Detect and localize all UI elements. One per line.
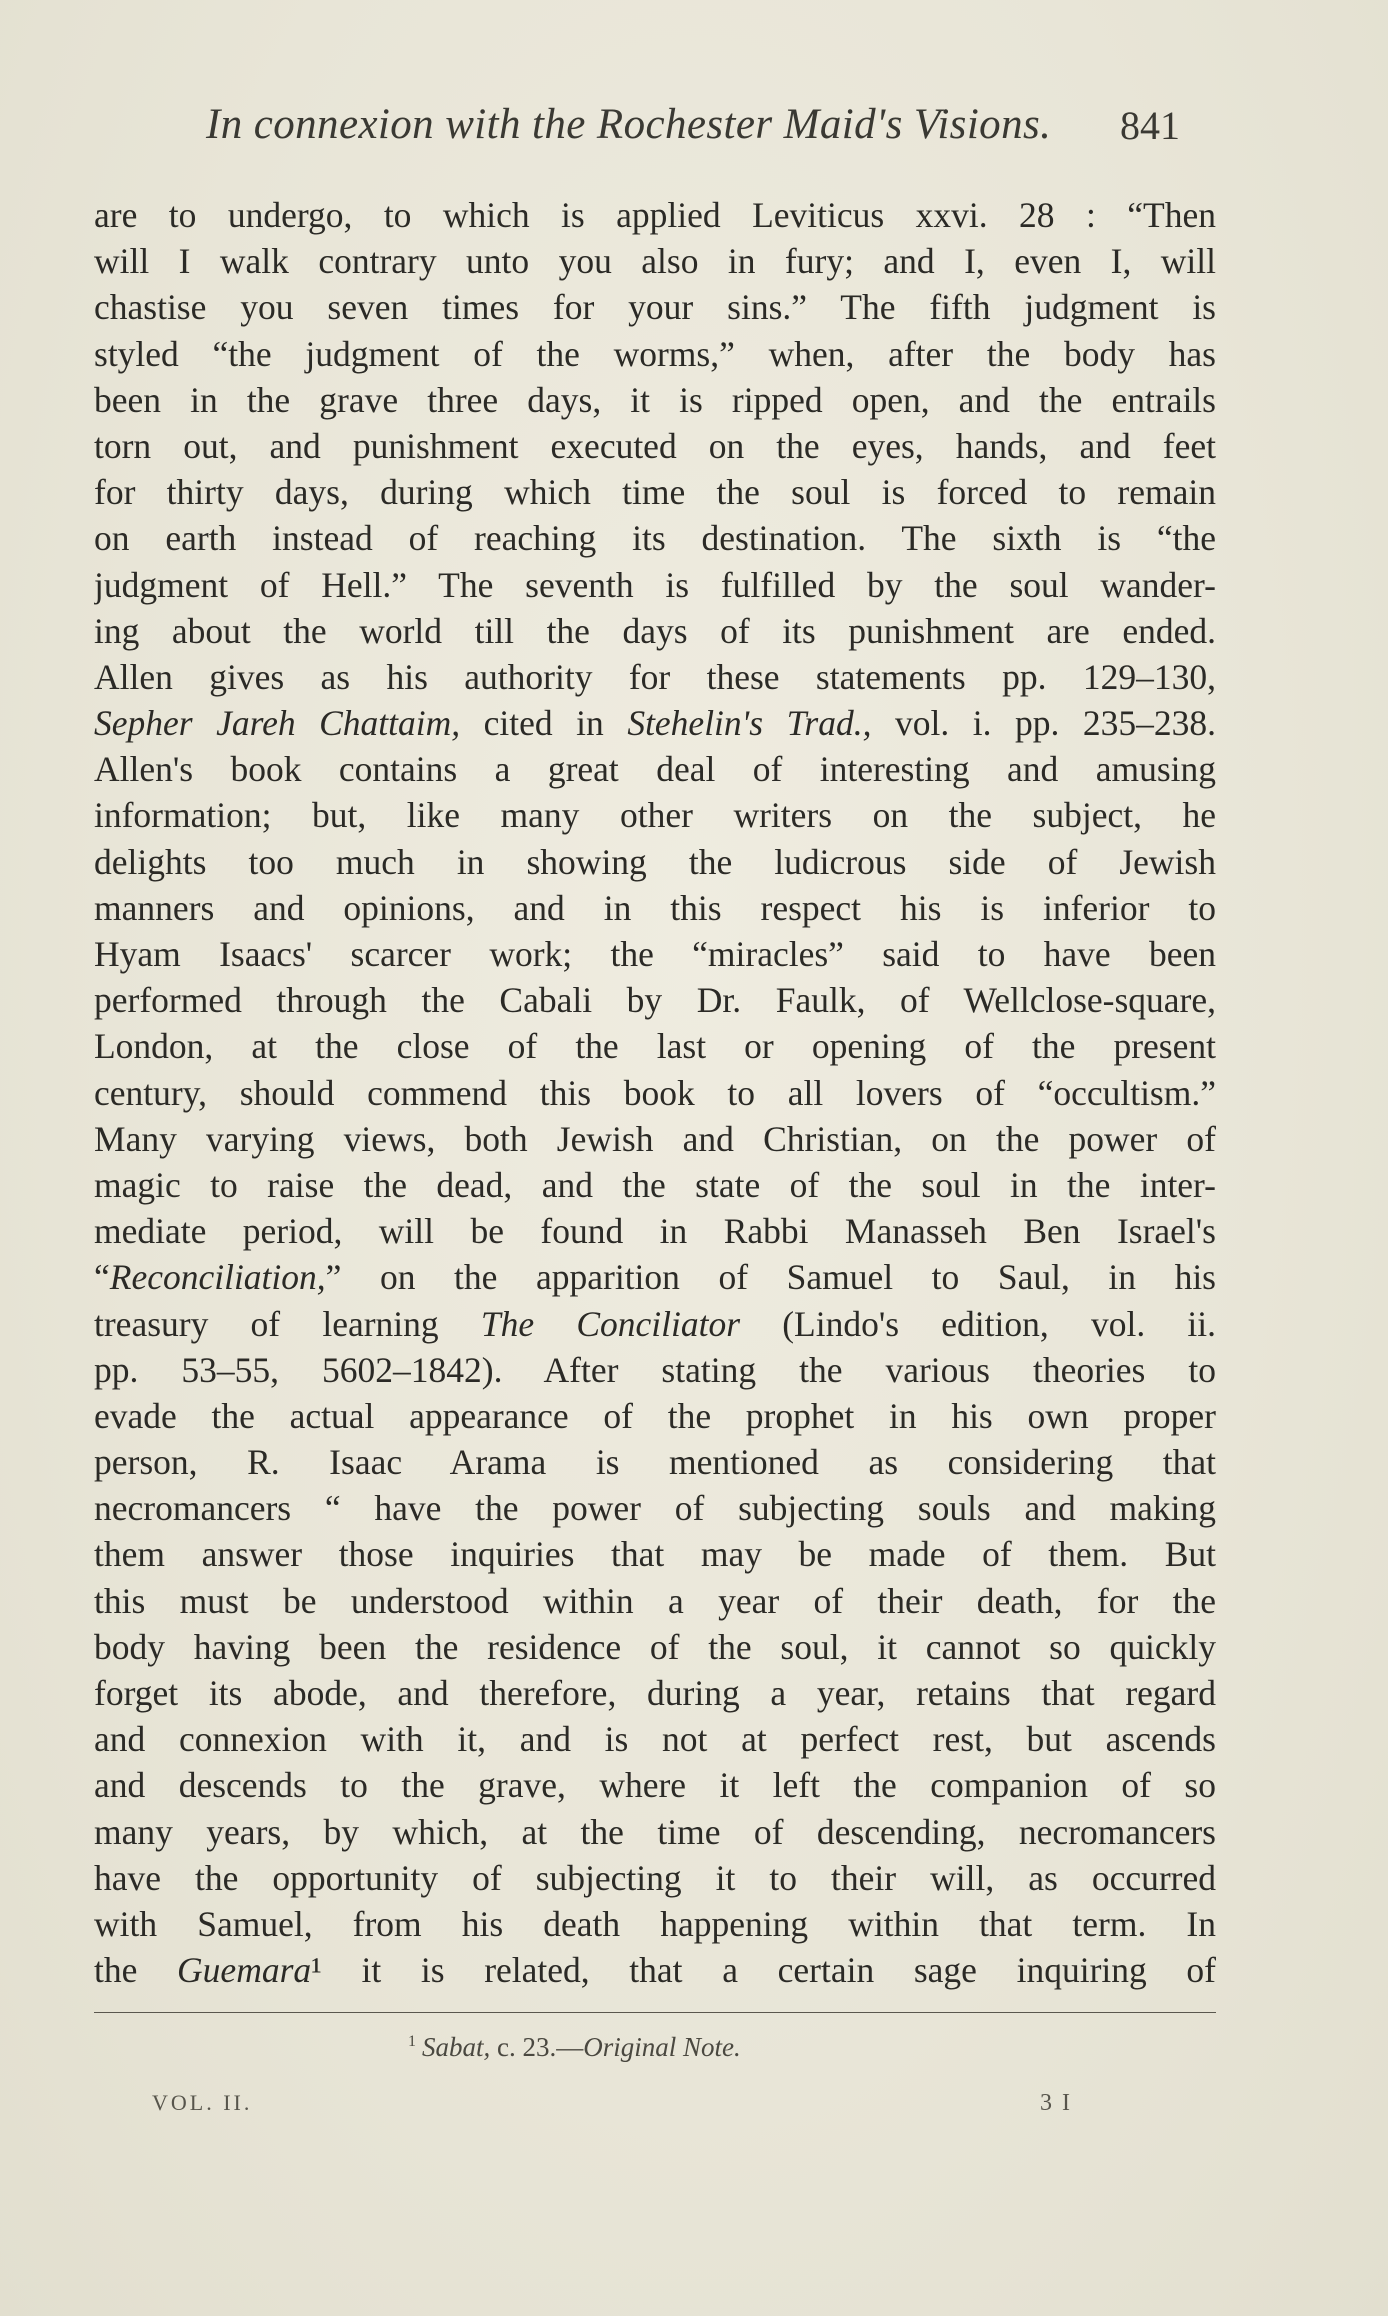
running-title: In connexion with the Rochester Maid's Visions. <box>206 101 1052 148</box>
line-text: evade the actual appearance of the prophet in his own proper <box>94 1395 1216 1436</box>
line-text: delights too much in showing the ludicrous side of Jewish <box>94 841 1216 882</box>
line-text: Many varying views, both Jewish and Christian, on the power of <box>94 1118 1216 1159</box>
line-text: have the opportunity of subjecting it to their will, as occurred <box>94 1857 1216 1898</box>
footnote-source-rest: c. 23.— <box>490 2031 584 2062</box>
text-line <box>94 331 1216 377</box>
line-text: on earth instead of reaching its destination. The sixth is “the <box>94 518 1216 559</box>
text-line <box>94 1809 1216 1855</box>
body-text <box>94 192 1216 1993</box>
footnote-source: Sabat, <box>422 2031 491 2062</box>
line-text: and connexion with it, and is not at perfect rest, but ascends <box>94 1719 1216 1760</box>
text-line <box>94 1670 1216 1716</box>
line-text: information; but, like many other writers on the subject, he <box>94 795 1216 836</box>
text-line <box>94 746 1216 792</box>
text-line <box>94 1947 1216 1993</box>
text-line <box>94 885 1216 931</box>
line-text: ” on the apparition of Samuel to Saul, in his <box>325 1257 1216 1298</box>
line-text: forget its abode, and therefore, during a year, retains that regard <box>94 1673 1216 1713</box>
line-text: styled “the judgment of the worms,” when, after the body has <box>94 333 1216 374</box>
footnote-rule <box>94 2012 1216 2013</box>
text-line <box>94 1116 1216 1162</box>
text-line <box>94 1393 1216 1439</box>
text-line <box>94 562 1216 608</box>
line-text: ¹ it is related, that a certain sage inquiring of <box>311 1950 1216 1991</box>
line-text: manners and opinions, and in this respect his is inferior to <box>94 887 1216 928</box>
text-line <box>94 1162 1216 1208</box>
text-line <box>94 977 1216 1023</box>
line-text: person, R. Isaac Arama is mentioned as considering that <box>94 1442 1216 1483</box>
line-text: body having been the residence of the soul, it cannot so quickly <box>94 1626 1216 1667</box>
text-line <box>94 1301 1216 1347</box>
page-number: 841 <box>1120 103 1180 148</box>
text-line <box>94 1023 1216 1069</box>
italic-title: The Conciliator <box>480 1303 741 1344</box>
text-line <box>94 1254 1216 1300</box>
line-text: performed through the Cabali by Dr. Faulk, of Wellclose-square, <box>94 980 1216 1021</box>
text-line <box>94 469 1216 515</box>
running-head <box>0 100 1388 160</box>
line-text: magic to raise the dead, and the state of the soul in the inter- <box>94 1164 1216 1205</box>
line-text: Hyam Isaacs' scarcer work; the “miracles” said to have been <box>94 934 1216 974</box>
line-text: ing about the world till the days of its punishment are ended. <box>94 610 1216 651</box>
text-line <box>94 1901 1216 1947</box>
text-line <box>94 1762 1216 1808</box>
page-footer <box>0 2090 1388 2130</box>
line-text: are to undergo, to which is applied Leviticus xxvi. 28 : “Then <box>94 195 1216 235</box>
line-text: necromancers “ have the power of subjecting souls and making <box>94 1488 1216 1529</box>
text-line <box>94 792 1216 838</box>
text-line <box>94 1855 1216 1901</box>
line-text: this must be understood within a year of their death, for the <box>94 1580 1216 1621</box>
footnote-note: Original Note. <box>583 2031 741 2062</box>
text-line <box>94 377 1216 423</box>
text-line <box>94 1485 1216 1531</box>
text-line <box>94 192 1216 238</box>
volume-mark: VOL. II. <box>152 2089 253 2115</box>
text-line <box>94 284 1216 330</box>
line-text: “ <box>94 1257 110 1298</box>
text-line <box>94 1624 1216 1670</box>
line-text: mediate period, will be found in Rabbi Manasseh Ben Israel's <box>94 1211 1216 1252</box>
text-line <box>94 931 1216 977</box>
italic-title: Reconciliation, <box>109 1257 326 1298</box>
text-line <box>94 608 1216 654</box>
line-text: Allen's book contains a great deal of interesting and amusing <box>94 749 1216 790</box>
line-text: (Lindo's edition, vol. ii. <box>740 1303 1216 1344</box>
line-text: cited in <box>460 703 628 744</box>
line-text: vol. i. pp. 235–238. <box>871 703 1216 744</box>
text-line <box>94 1439 1216 1485</box>
text-line <box>94 515 1216 561</box>
footnote-marker: 1 <box>408 2032 416 2050</box>
line-text: many years, by which, at the time of descending, necromancers <box>94 1811 1216 1852</box>
line-text: them answer those inquiries that may be made of them. But <box>94 1534 1216 1575</box>
footnote <box>408 2032 741 2063</box>
line-text: for thirty days, during which time the soul is forced to remain <box>94 472 1216 513</box>
line-text: treasury of learning <box>94 1303 481 1344</box>
text-line <box>94 238 1216 284</box>
text-line <box>94 700 1216 746</box>
text-line <box>94 839 1216 885</box>
line-text: Allen gives as his authority for these statements pp. 129–130, <box>94 656 1216 697</box>
line-text: century, should commend this book to all lovers of “occultism.” <box>94 1072 1216 1113</box>
text-line <box>94 1208 1216 1254</box>
italic-title: Guemara <box>177 1950 312 1991</box>
line-text: the <box>94 1950 178 1991</box>
signature-mark: 3 I <box>1040 2089 1072 2116</box>
text-line <box>94 1347 1216 1393</box>
line-text: London, at the close of the last or opening of the present <box>94 1026 1216 1067</box>
text-line <box>94 1070 1216 1116</box>
line-text: with Samuel, from his death happening within that term. In <box>94 1903 1216 1944</box>
line-text: pp. 53–55, 5602–1842). After stating the various theories to <box>94 1349 1216 1390</box>
text-line <box>94 654 1216 700</box>
text-line <box>94 1716 1216 1762</box>
text-line <box>94 1531 1216 1577</box>
italic-title: Stehelin's Trad., <box>627 703 872 744</box>
line-text: will I walk contrary unto you also in fury; and I, even I, will <box>94 241 1216 282</box>
line-text: and descends to the grave, where it left the companion of so <box>94 1765 1216 1806</box>
text-line <box>94 423 1216 469</box>
italic-title: Sepher Jareh Chattaim, <box>94 703 461 744</box>
line-text: judgment of Hell.” The seventh is fulfilled by the soul wander- <box>94 564 1216 605</box>
line-text: chastise you seven times for your sins.” The fifth judgment is <box>94 287 1216 328</box>
line-text: been in the grave three days, it is ripped open, and the entrails <box>94 379 1216 420</box>
text-line <box>94 1578 1216 1624</box>
line-text: torn out, and punishment executed on the eyes, hands, and feet <box>94 425 1216 466</box>
